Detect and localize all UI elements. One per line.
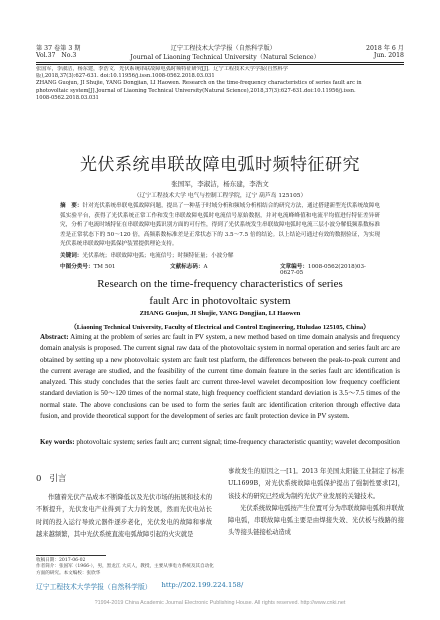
- affiliation-en: （Liaoning Technical University, Faculty of Electrical and Control Engineering, Huludao 125105, China）: [70, 324, 370, 331]
- keywords-en-label: Key words:: [40, 438, 75, 446]
- citation-line: ZHANG Guojun, JI Shujie, YANG Dongjian, LI Haowen. Research on the time-frequency characteristics of series fault arc in: [36, 80, 362, 87]
- volume-en: Vol.37 No.3: [36, 52, 77, 59]
- citation-line: 版),2018,37(3):627-631. doi:10.11956/j.issn.1008-0562.2018.03.031: [36, 73, 215, 80]
- abstract-cn-label: 摘 要：: [60, 203, 83, 209]
- date-en: Jun. 2018: [373, 52, 404, 59]
- article-no-value: 1008-0562(2018)03-0627-05: [279, 264, 366, 276]
- authors-cn: 张国军，李淑洁，杨东建，李浩文: [171, 180, 269, 188]
- journal-name-cn: 辽宁工程技术大学学报（自然科学版）: [170, 45, 276, 52]
- authors-en: ZHANG Guojun, JI Shujie, YANG Dongjian, LI Haowen: [139, 310, 301, 317]
- volume-cn: 第 37 卷第 3 期: [36, 45, 81, 52]
- footnote-rule: [36, 555, 106, 556]
- abstract-cn-text: 针对光伏系统串联电弧故障问题，提出了一种基于时域分析和频域分析相结合的研究方法，通过搭建新型光伏系统故障电弧实验平台，获得了光伏系统正常工作和发生串联故障电弧时电流信号原始数据，并对电流峰峰值和电流平均值进行特征差异研究，分析了电流时域特征在串联故障电弧识别方面的可行性，得到了光伏系统发生串联故障电弧时电流三层小波分解低频系数标准差是正常状态下的 50～120 倍，高频系数标准差是正常状态下的 3.5～7.5 倍的结论。以上结论可通过有效的数据验证，为实现光伏系统串联故障电弧保护装置提供理论支持。: [60, 203, 380, 248]
- keywords-cn-label: 关键词：: [60, 253, 83, 259]
- section-title: 引言: [49, 474, 67, 484]
- paper-title-cn: 光伏系统串联故障电弧时频特征研究: [80, 155, 360, 175]
- footer-url[interactable]: http://202.199.224.158/: [161, 581, 244, 589]
- paper-title-en: [0, 276, 440, 310]
- body-column-right: [228, 466, 404, 540]
- keywords-en-text: photovoltaic system; series fault arc; current signal; time-frequency characteristic quantity; wavelet decomposition: [76, 438, 400, 446]
- abstract-cn: [60, 202, 380, 250]
- affiliation-cn: （辽宁工程技术大学 电气与控制工程学院，辽宁 葫芦岛 125105）: [133, 193, 307, 199]
- body-paragraph: 事故发生的原因之一[1]。2013 年美国太阳能工业制定了标准 UL1699B，对光伏系统故障电弧保护提出了强制性要求[2]，该技术的研究已经成为制约光伏产业发展的关键技术。: [228, 468, 404, 500]
- title-en-line: fault Arc in photovoltaic system: [149, 295, 291, 307]
- footer-journal-name: 辽宁工程技术大学学报（自然科学版）: [36, 583, 152, 591]
- keywords-cn-text: 光伏系统；串联故障电弧；电流信号；时频特征量；小波分解: [82, 253, 234, 259]
- body-column-left: [36, 466, 212, 541]
- header-rule: [36, 62, 404, 63]
- journal-footer: [36, 581, 404, 591]
- copyright-notice: ?1994-2019 China Academic Journal Electronic Publishing House. All rights reserved. http://www.cnki.net: [94, 600, 346, 606]
- doc-code-label: 文献标志码：: [169, 264, 204, 270]
- citation-line: 张国军，李淑洁，杨东建，李浩文．光伏系统串联故障电弧时频特征研究[J]．辽宁工程技术大学学报(自然科学: [36, 66, 288, 72]
- section-number: 0: [36, 474, 42, 484]
- date-cn: 2018 年 6 月: [366, 45, 404, 52]
- abstract-en-label: Abstract:: [40, 333, 69, 341]
- abstract-en: [40, 332, 400, 422]
- header-rule-thin: [36, 64, 404, 65]
- clc-value: TM 501: [93, 264, 116, 270]
- footnote: [36, 558, 216, 577]
- keywords-en: [40, 437, 400, 448]
- running-header-en: [36, 52, 404, 61]
- doc-code-value: A: [203, 264, 208, 270]
- section-heading: [36, 472, 212, 484]
- running-header-cn: [36, 43, 404, 52]
- journal-name-en: Journal of Liaoning Technical University（Natural Science）: [130, 54, 320, 61]
- abstract-en-text: Aiming at the problem of series arc fault in PV system, a new method based on time domain analysis and frequency domain analysis is proposed. The current signal raw data of the photovoltaic system in normal operation and series fault arc are obtained by setting up a new photovoltaic system arc fault test platform, the differences between the peak-to-peak current and the current average are studied, and the feasibility of the current time domain feature in the series fault arc identification is analyzed. This study concludes that the series fault arc current three-level wavelet decomposition low frequency coefficient standard deviation is 50～120 times of the normal state, high frequency coefficient standard deviation is 3.5～7.5 times of the normal state. The above conclusions can be used to form the series fault arc identification criterion through effective data fusion, and provide theoretical support for the development of series arc fault protection device in PV system.: [40, 333, 400, 421]
- received-date: 收稿日期：2017-06-02: [36, 558, 86, 563]
- citation-line: 1008-0562.2018.03.031: [36, 94, 99, 101]
- body-paragraph: 作随着光伏产品成本不断降低以及光伏市场的拓展和技术的不断提升，光伏发电产业得到了大力的发展，然而光伏电站长时间的投入运行导致元器件逐步老化，光伏发电的故障和事故越来越频繁，其中光伏系统直流电弧故障引起的火灾就是: [36, 494, 212, 538]
- classification-info: [60, 262, 380, 276]
- citation-line: photovoltaic system[J].Journal of Liaoning Technical University(Natural Science),2018,37(3):627-631.doi:10.11956/j.issn.: [36, 87, 356, 94]
- title-en-line: Research on the time-frequency characteristics of series: [97, 278, 343, 290]
- keywords-cn: [60, 251, 380, 259]
- citation-block: [36, 66, 404, 102]
- clc-label: 中图分类号：: [60, 264, 94, 270]
- article-no-label: 文章编号：: [279, 264, 308, 270]
- author-bio: 作者简介：张国军（1966-），男，黑龙江 大庆人，教授，主要从事电力系统及其自动化方面的研究。本文编校：张欣华: [36, 564, 214, 576]
- body-paragraph: 光伏系统故障电弧按产生位置可分为串联故障电弧和并联故障电弧，串联故障电弧主要是由焊接失效、光伏板与线路的接头等接头链接松动造成: [228, 504, 404, 537]
